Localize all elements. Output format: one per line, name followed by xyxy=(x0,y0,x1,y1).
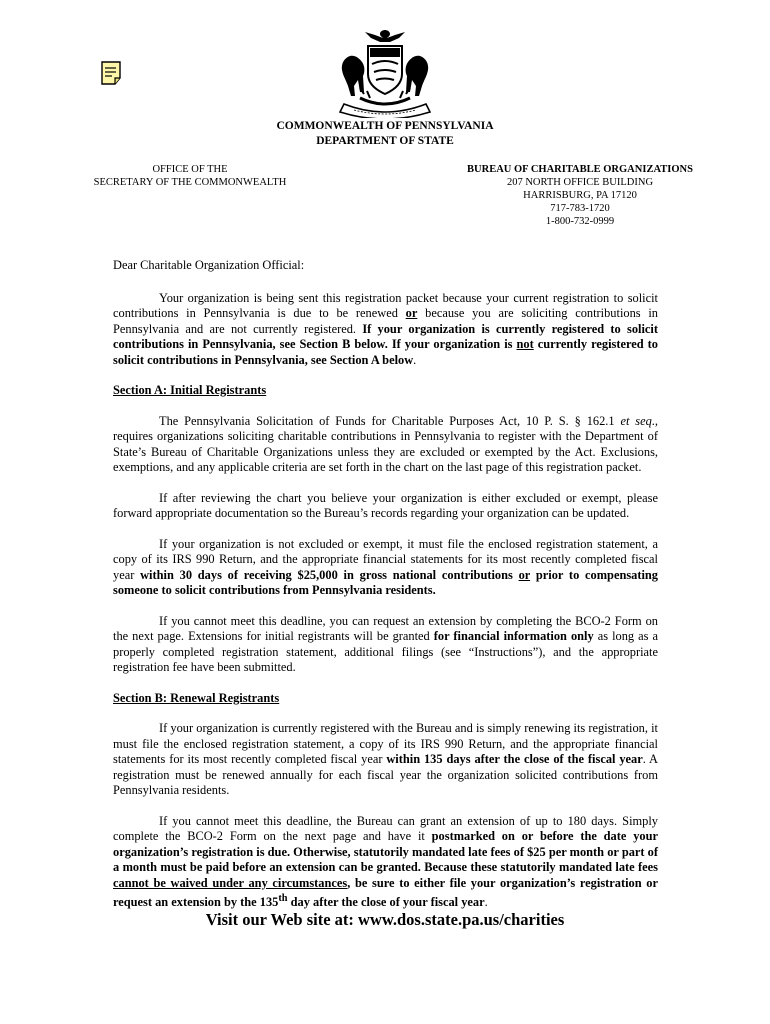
bureau-tollfree: 1-800-732-0999 xyxy=(545,216,615,227)
office-address xyxy=(80,163,300,189)
section-a-paragraph-4: If you cannot meet this deadline, you can request an extension by completing the BCO-2 Form on the next page. Extensions for initial registrants will be granted for financial information only as long as a properly completed registration statement, additional filings (see “Instructions”), and the appropriate registration fee have been submitted. xyxy=(113,613,659,674)
note-icon[interactable] xyxy=(100,60,124,86)
section-a-paragraph-3: If your organization is not excluded or exempt, it must file the enclosed registration statement, a copy of its IRS 990 Return, and the appropriate financial statements for its most recently completed fiscal year within 30 days of receiving $25,000 in gross national contributions or prior to compensating someone to solicit contributions from Pennsylvania residents. xyxy=(113,536,659,597)
intro-paragraph: Your organization is being sent this registration packet because your current registration to solicit contributions in Pennsylvania is due to be renewed or because you are soliciting contributions in Pennsylvania and are not currently registered. If your organization is currently registered to solicit contributions in Pennsylvania, see Section B below. If your organization is not currently registered to solicit contributions in Pennsylvania, see Section A below. xyxy=(113,290,658,367)
bureau-address xyxy=(465,163,695,228)
bureau-city: HARRISBURG, PA 17120 xyxy=(523,190,637,201)
office-line-1: OFFICE OF THE xyxy=(152,164,228,175)
letter-body xyxy=(113,258,658,926)
org-name: COMMONWEALTH OF PENNSYLVANIA xyxy=(276,120,494,132)
section-b-paragraph-2: If you cannot meet this deadline, the Bureau can grant an extension of up to 180 days. Simply complete the BCO-2 Form on the next page and have it postmarked on or before the date your organization’s registration is due. Otherwise, statutorily mandated late fees of $25 per month or part of a month must be paid before an extension can be granted. Because these statutorily mandated late fees cannot be waived under any circumstances, be sure to either file your organization’s registration or request an extension by the 135th day after the close of your fiscal year. xyxy=(113,813,658,910)
department-name: DEPARTMENT OF STATE xyxy=(316,135,454,147)
bureau-phone: 717-783-1720 xyxy=(550,203,610,214)
section-b-paragraph-1: If your organization is currently registered with the Bureau and is simply renewing its registration, it must file the enclosed registration statement, a copy of its IRS 990 Return, and the appropriate financial statements for its most recently completed fiscal year within 135 days after the close of the fiscal year. A registration must be renewed annually for each fiscal year the organization solicited contributions from Pennsylvania residents. xyxy=(113,721,659,797)
section-a-paragraph-1: The Pennsylvania Solicitation of Funds for Charitable Purposes Act, 10 P. S. § 162.1 et seq., requires organizations soliciting charitable contributions in Pennsylvania to register with the Department of State’s Bureau of Charitable Organizations unless they are excluded or exempted by the Act. Exclusions, exemptions, and any applicable criteria are set forth in the chart on the last page of this registration packet. xyxy=(113,413,658,474)
section-b-title: Section B: Renewal Registrants xyxy=(113,690,280,705)
bureau-name: BUREAU OF CHARITABLE ORGANIZATIONS xyxy=(467,164,693,175)
section-a-title: Section A: Initial Registrants xyxy=(113,383,267,397)
section-a-paragraph-2: If after reviewing the chart you believe your organization is either excluded or exempt, please forward appropriate documentation so the Bureau’s records regarding your organization can be updated. xyxy=(113,490,658,520)
office-line-2: SECRETARY OF THE COMMONWEALTH xyxy=(93,177,287,188)
salutation: Dear Charitable Organization Official: xyxy=(113,258,305,272)
website-footer: Visit our Web site at: www.dos.state.pa.us/charities xyxy=(205,910,565,929)
bureau-street: 207 NORTH OFFICE BUILDING xyxy=(506,177,654,188)
pennsylvania-coat-of-arms-icon xyxy=(330,26,440,118)
